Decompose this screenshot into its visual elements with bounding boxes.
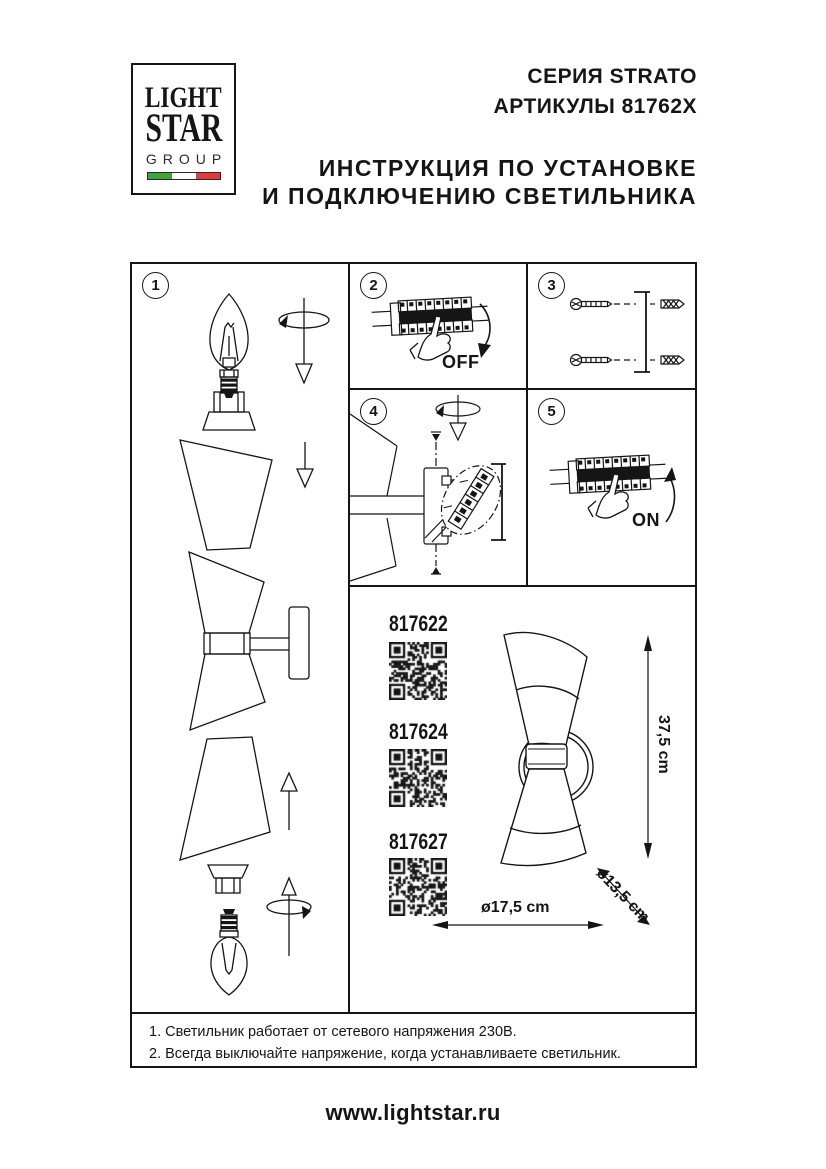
stripe-green xyxy=(148,173,172,179)
instruction-table xyxy=(130,262,697,1068)
logo-tricolor-stripe xyxy=(147,172,221,180)
page-title xyxy=(227,154,697,210)
logo-word-group: GROUP xyxy=(145,151,228,167)
step-4-badge: 4 xyxy=(360,398,387,425)
logo-word-star: STAR xyxy=(145,105,222,150)
title-line-1: ИНСТРУКЦИЯ ПО УСТАНОВКЕ xyxy=(318,155,697,181)
lightstar-logo xyxy=(131,63,236,195)
step-1-panel xyxy=(132,264,350,1012)
qr-code-817622 xyxy=(389,642,447,700)
step-3-panel xyxy=(528,264,695,390)
step-5-panel xyxy=(528,390,695,587)
qr-code-817627 xyxy=(389,858,447,916)
article-number-817624: 817624 xyxy=(389,719,448,744)
note-line-1: 1. Светильник работает от сетевого напряжения 230В. xyxy=(149,1024,517,1040)
stripe-white xyxy=(172,173,196,179)
side-diameter-label: ø13,5 cm xyxy=(592,865,653,927)
article-number-817622: 817622 xyxy=(389,611,448,636)
series-name: СЕРИЯ STRATO xyxy=(527,65,697,88)
on-label: ON xyxy=(632,510,660,530)
step-2-badge: 2 xyxy=(360,272,387,299)
title-line-2: И ПОДКЛЮЧЕНИЮ СВЕТИЛЬНИКА xyxy=(262,183,697,209)
bottom-diameter-label: ø17,5 cm xyxy=(481,899,550,916)
note-line-2: 2. Всегда выключайте напряжение, когда устанавливаете светильник. xyxy=(149,1046,621,1062)
article-range: АРТИКУЛЫ 81762X xyxy=(493,95,697,118)
step-3-badge: 3 xyxy=(538,272,565,299)
step-2-panel xyxy=(350,264,528,390)
stripe-red xyxy=(196,173,220,179)
notes-panel xyxy=(132,1012,695,1066)
article-number-817627: 817627 xyxy=(389,829,448,854)
product-panel xyxy=(350,587,695,1012)
height-dimension-label: 37,5 cm xyxy=(655,715,672,774)
step-1-badge: 1 xyxy=(142,272,169,299)
exploded-view-drawing xyxy=(132,264,348,1008)
off-label: OFF xyxy=(442,352,480,372)
qr-code-817624 xyxy=(389,749,447,807)
logo-word-light: LIGHT xyxy=(145,81,222,114)
document-header xyxy=(227,62,697,210)
website-url: www.lightstar.ru xyxy=(325,1100,501,1125)
step-5-badge: 5 xyxy=(538,398,565,425)
step-4-panel xyxy=(350,390,528,587)
